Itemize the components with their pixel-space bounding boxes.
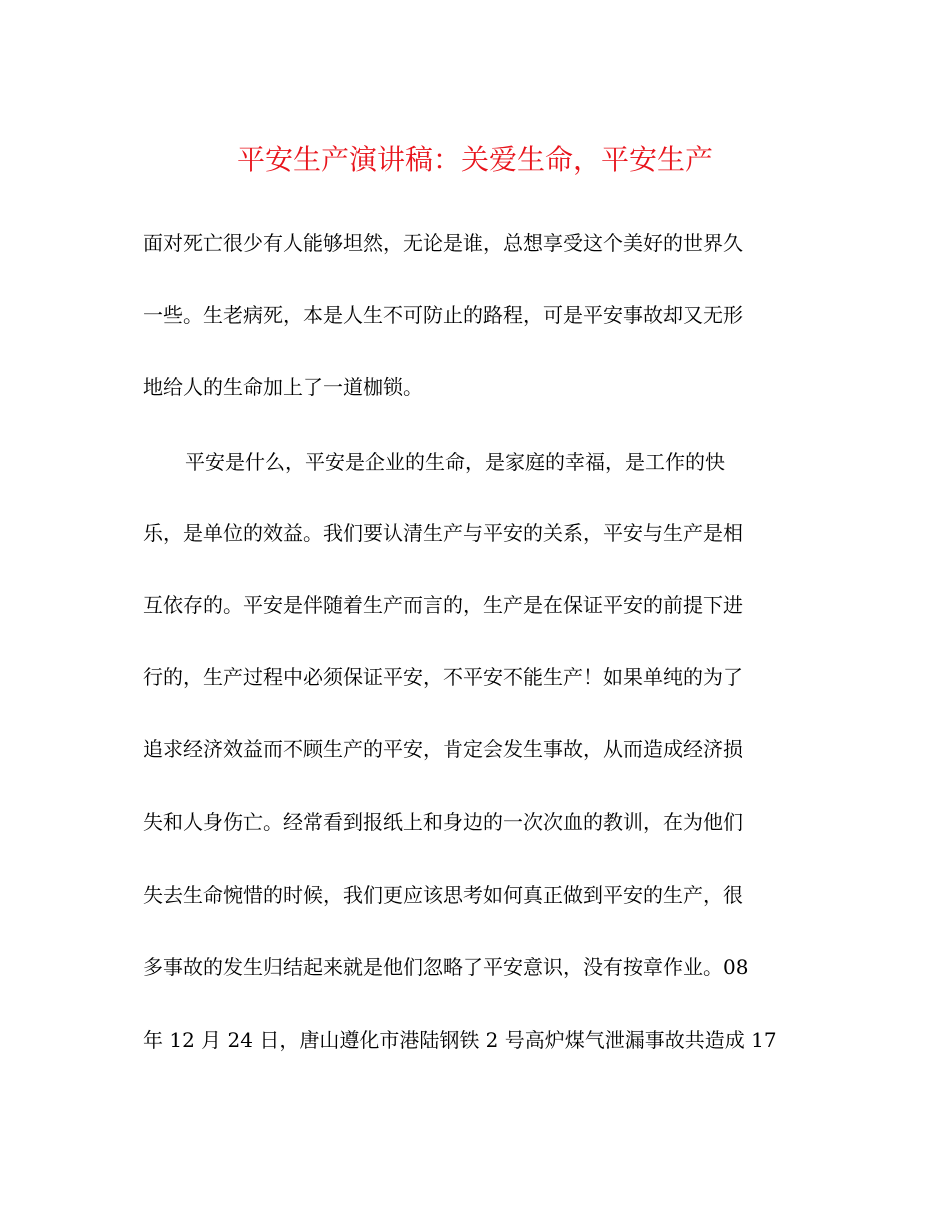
paragraph-line: 行的，生产过程中必须保证平安，不平安不能生产！如果单纯的为了 — [143, 665, 743, 689]
paragraph-line: 一些。生老病死，本是人生不可防止的路程，可是平安事故却又无形 — [143, 303, 743, 327]
paragraph-line: 失和人身伤亡。经常看到报纸上和身边的一次次血的教训，在为他们 — [143, 810, 743, 834]
document-title: 平安生产演讲稿：关爱生命，平安生产 — [236, 143, 713, 176]
paragraph-line: 平安是什么，平安是企业的生命，是家庭的幸福，是工作的快 — [185, 450, 725, 474]
paragraph-line: 追求经济效益而不顾生产的平安，肯定会发生事故，从而造成经济损 — [143, 737, 743, 761]
paragraph-line: 乐，是单位的效益。我们要认清生产与平安的关系，平安与生产是相 — [143, 521, 743, 545]
paragraph-line: 多事故的发生归结起来就是他们忽略了平安意识，没有按章作业。08 — [143, 955, 749, 979]
paragraph-line: 失去生命惋惜的时候，我们更应该思考如何真正做到平安的生产，很 — [143, 883, 743, 907]
paragraph-line: 年 12 月 24 日，唐山遵化市港陆钢铁 2 号高炉煤气泄漏事故共造成 17 — [143, 1028, 777, 1052]
paragraph-line: 互依存的。平安是伴随着生产而言的，生产是在保证平安的前提下进 — [143, 593, 743, 617]
paragraph-line: 地给人的生命加上了一道枷锁。 — [143, 375, 423, 399]
paragraph-line: 面对死亡很少有人能够坦然，无论是谁，总想享受这个美好的世界久 — [143, 231, 743, 255]
